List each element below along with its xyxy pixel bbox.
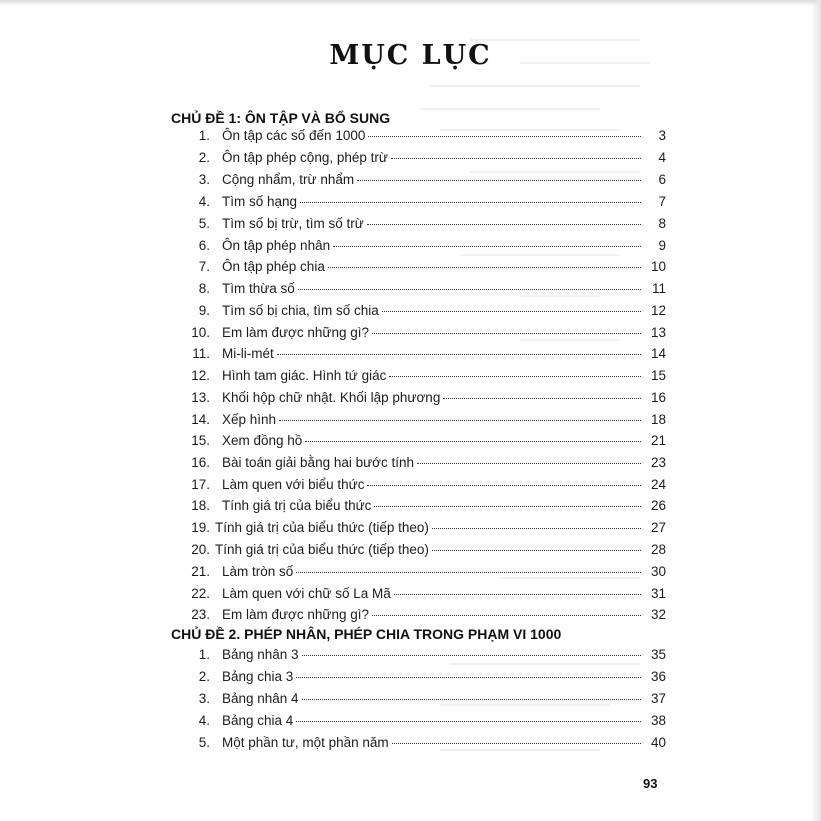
entry-page: 38 [650, 713, 666, 728]
toc-entry[interactable] [180, 586, 666, 606]
entry-number: 21. [191, 564, 210, 579]
toc-entry[interactable] [180, 713, 666, 733]
entry-title: Làm quen với biểu thức [222, 477, 365, 492]
entry-title: Tính giá trị của biểu thức (tiếp theo) [215, 542, 429, 557]
entry-number: 4. [198, 713, 210, 728]
entry-page: 35 [650, 647, 666, 662]
toc-entry[interactable] [180, 455, 666, 475]
toc-entry[interactable] [180, 325, 666, 345]
toc-entry[interactable] [180, 128, 666, 148]
dot-leader [296, 677, 641, 678]
dot-leader [443, 398, 641, 399]
page-title: MỤC LỤC [329, 40, 492, 71]
entry-title: Làm tròn số [222, 564, 294, 579]
entry-page: 24 [650, 477, 666, 492]
entry-page: 3 [658, 128, 666, 143]
entry-page: 14 [650, 346, 666, 361]
entry-page: 37 [650, 691, 666, 706]
entry-number: 16. [191, 455, 210, 470]
entry-page: 9 [658, 238, 666, 253]
entry-title: Tìm số bị trừ, tìm số trừ [222, 216, 364, 231]
entry-page: 27 [650, 520, 666, 535]
entry-number: 11. [192, 346, 210, 361]
dot-leader [392, 743, 641, 744]
entry-page: 40 [650, 735, 666, 750]
toc-entry[interactable] [180, 150, 666, 170]
entry-page: 28 [650, 542, 666, 557]
entry-page: 11 [651, 281, 666, 296]
entry-number: 15. [191, 433, 210, 448]
entry-page: 32 [650, 607, 666, 622]
entry-number: 5. [198, 735, 210, 750]
dot-leader [367, 485, 641, 486]
entry-number: 9. [198, 303, 210, 318]
dot-leader [328, 267, 641, 268]
toc-entry[interactable] [180, 735, 666, 755]
entry-page: 26 [650, 498, 666, 513]
toc-entry[interactable] [180, 433, 666, 453]
toc-entry[interactable] [180, 281, 666, 301]
entry-number: 3. [198, 691, 210, 706]
entry-title: Ôn tập phép cộng, phép trừ [222, 150, 388, 165]
entry-number: 5. [198, 216, 210, 231]
toc-entry[interactable] [180, 669, 666, 689]
toc-entry[interactable] [180, 390, 666, 410]
entry-title: Tính giá trị của biểu thức [222, 498, 372, 513]
dot-leader [367, 224, 641, 225]
dot-leader [302, 699, 641, 700]
entry-page: 21 [650, 433, 666, 448]
dot-leader [279, 420, 641, 421]
page-right-shadow [811, 0, 821, 821]
dot-leader [277, 354, 641, 355]
entry-title: Tìm số hạng [222, 194, 298, 209]
entry-number: 12. [191, 368, 210, 383]
entry-number: 6. [198, 238, 210, 253]
entry-page: 31 [650, 586, 666, 601]
toc-entry[interactable] [180, 346, 666, 366]
entry-page: 10 [650, 259, 666, 274]
entry-title: Cộng nhẩm, trừ nhẩm [222, 172, 355, 187]
toc-entry[interactable] [180, 412, 666, 432]
entry-page: 23 [650, 455, 666, 470]
toc-entry[interactable] [180, 194, 666, 214]
toc-entry[interactable] [180, 368, 666, 388]
entry-page: 13 [650, 325, 666, 340]
entry-page: 4 [658, 150, 666, 165]
entry-number: 10. [191, 325, 210, 340]
entry-number: 7. [198, 259, 210, 274]
entry-number: 18. [191, 498, 210, 513]
entry-title: Em làm được những gì? [222, 325, 369, 340]
toc-entry[interactable] [180, 542, 666, 562]
section-heading: CHỦ ĐỀ 2. PHÉP NHÂN, PHÉP CHIA TRONG PHẠM VI 1000 [171, 626, 562, 642]
entry-number: 4. [198, 194, 210, 209]
dot-leader [432, 550, 641, 551]
dot-leader [357, 180, 641, 181]
entry-title: Ôn tập phép chia [222, 259, 325, 274]
page-top-shadow [0, 0, 821, 6]
dot-leader [302, 655, 641, 656]
toc-entry[interactable] [180, 647, 666, 667]
entry-page: 8 [658, 216, 666, 231]
entry-page: 15 [650, 368, 666, 383]
dot-leader [391, 158, 641, 159]
dot-leader [417, 463, 641, 464]
dot-leader [333, 246, 641, 247]
toc-entry[interactable] [180, 691, 666, 711]
entry-page: 7 [658, 194, 666, 209]
toc-entry[interactable] [180, 216, 666, 236]
dot-leader [305, 441, 641, 442]
entry-page: 6 [658, 172, 666, 187]
toc-entry[interactable] [180, 498, 666, 518]
dot-leader [382, 311, 641, 312]
entry-title: Bài toán giải bằng hai bước tính [222, 455, 415, 470]
page-number: 93 [643, 776, 658, 791]
entry-number: 19. [191, 520, 210, 535]
entry-number: 2. [198, 669, 210, 684]
entry-title: Ôn tập các số đến 1000 [222, 128, 366, 143]
entry-number: 2. [198, 150, 210, 165]
toc-entry[interactable] [180, 259, 666, 279]
dot-leader [389, 376, 641, 377]
entry-number: 23. [191, 607, 210, 622]
entry-number: 14. [191, 412, 210, 427]
toc-entry[interactable] [180, 238, 666, 258]
toc-entry[interactable] [180, 303, 666, 323]
entry-title: Tính giá trị của biểu thức (tiếp theo) [215, 520, 429, 535]
entry-number: 17. [191, 477, 210, 492]
entry-title: Khối hộp chữ nhật. Khối lập phương [222, 390, 441, 405]
entry-page: 12 [650, 303, 666, 318]
dot-leader [394, 594, 641, 595]
entry-title: Hình tam giác. Hình tứ giác [222, 368, 387, 383]
entry-title: Tìm thừa số [222, 281, 295, 296]
entry-number: 22. [191, 586, 210, 601]
entry-page: 36 [650, 669, 666, 684]
dot-leader [296, 721, 641, 722]
entry-page: 30 [650, 564, 666, 579]
dot-leader [298, 289, 641, 290]
toc-entry[interactable] [180, 520, 666, 540]
dot-leader [372, 333, 641, 334]
toc-entry[interactable] [180, 477, 666, 497]
entry-title: Bảng nhân 4 [222, 691, 299, 706]
dot-leader [296, 572, 641, 573]
toc-entry[interactable] [180, 607, 666, 627]
entry-number: 1. [198, 647, 210, 662]
entry-title: Bảng nhân 3 [222, 647, 299, 662]
entry-number: 3. [198, 172, 210, 187]
entry-title: Ôn tập phép nhân [222, 238, 331, 253]
entry-title: Bảng chia 3 [222, 669, 294, 684]
dot-leader [432, 528, 641, 529]
toc-entry[interactable] [180, 172, 666, 192]
dot-leader [300, 202, 641, 203]
entry-number: 1. [198, 128, 210, 143]
entry-number: 13. [191, 390, 210, 405]
entry-number: 8. [198, 281, 210, 296]
entry-title: Một phần tư, một phần năm [222, 735, 389, 750]
dot-leader [368, 136, 641, 137]
entry-title: Bảng chia 4 [222, 713, 294, 728]
entry-number: 20. [191, 542, 210, 557]
dot-leader [374, 506, 641, 507]
entry-page: 16 [650, 390, 666, 405]
section-heading: CHỦ ĐỀ 1: ÔN TẬP VÀ BỔ SUNG [171, 110, 391, 126]
entry-page: 18 [650, 412, 666, 427]
dot-leader [372, 615, 641, 616]
entry-title: Mi-li-mét [222, 346, 274, 361]
entry-title: Xếp hình [222, 412, 277, 427]
entry-title: Xem đồng hồ [222, 433, 303, 448]
toc-entry[interactable] [180, 564, 666, 584]
entry-title: Làm quen với chữ số La Mã [222, 586, 391, 601]
entry-title: Em làm được những gì? [222, 607, 369, 622]
entry-title: Tìm số bị chia, tìm số chia [222, 303, 379, 318]
